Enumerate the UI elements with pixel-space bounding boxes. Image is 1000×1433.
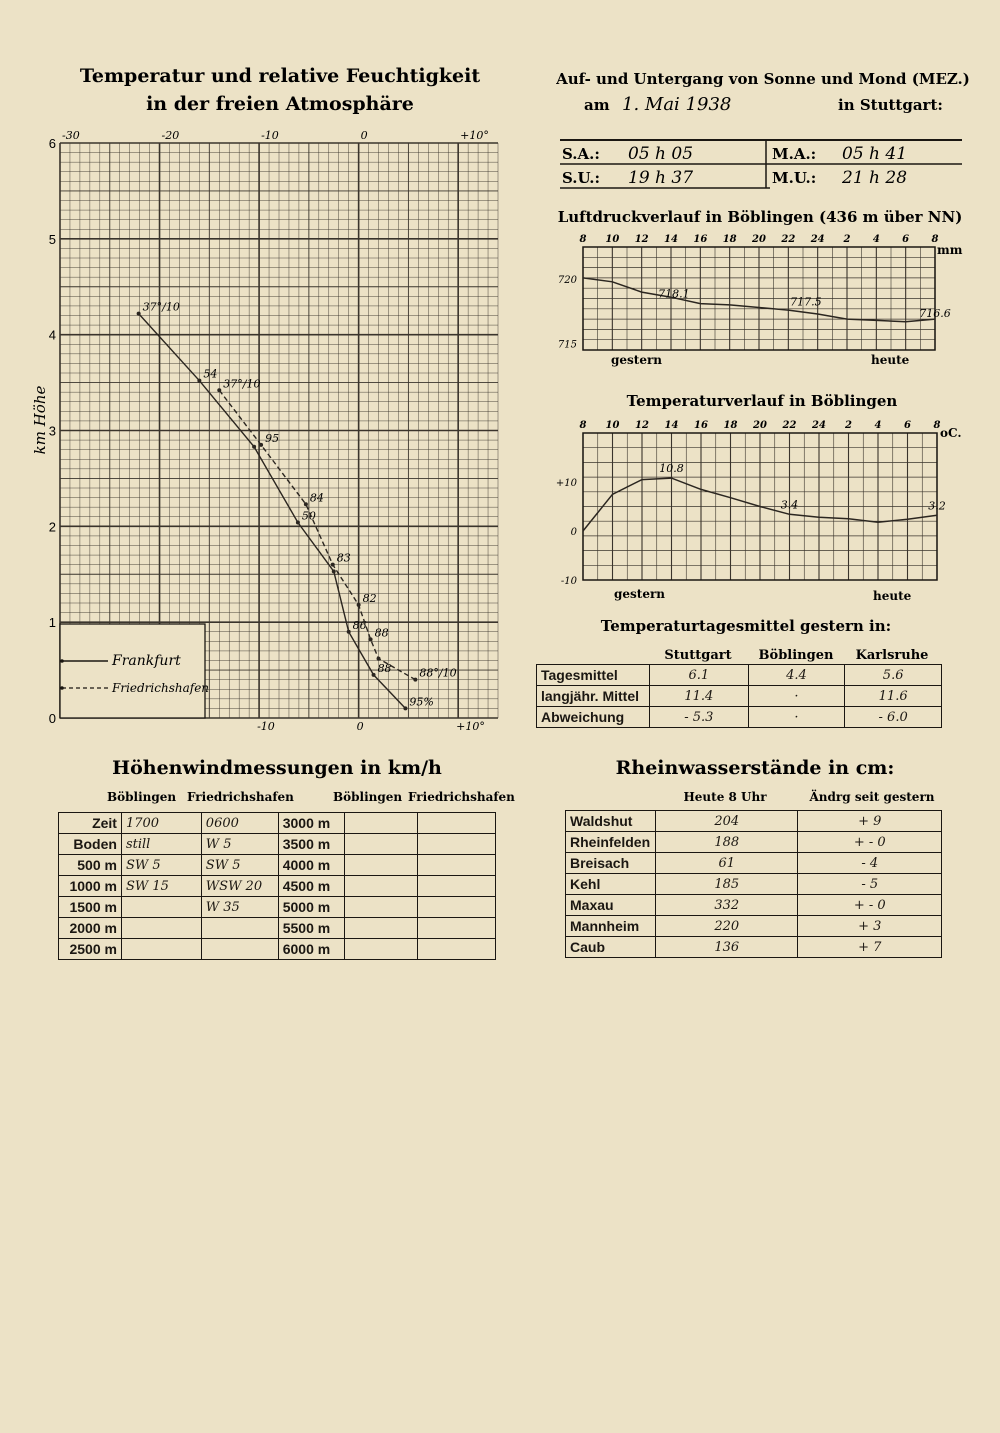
- sunmoon-date: 1. Mai 1938: [622, 94, 732, 115]
- pressure-hour-tick: 20: [752, 234, 766, 245]
- friedrichshafen-curve-point: [259, 443, 263, 447]
- table-row: [537, 665, 942, 686]
- friedrichshafen-curve-label: 37°/10: [223, 377, 261, 391]
- table-row: [537, 686, 942, 707]
- tempcurve-value-label: 3.4: [780, 498, 799, 512]
- friedrichshafen-curve-point: [413, 678, 417, 682]
- temp-tick-top: +10°: [460, 129, 489, 142]
- rhein-station: Mannheim: [566, 916, 656, 937]
- wind-friedrichshafen-cell: WSW 20: [201, 876, 278, 897]
- wind-height: Zeit: [59, 813, 122, 834]
- friedrichshafen-curve-point: [377, 657, 381, 661]
- frankfurt-curve-point: [403, 706, 407, 710]
- temp-tick-top: -30: [62, 129, 80, 142]
- wind-height: 1500 m: [59, 897, 122, 918]
- table-row: [566, 874, 942, 895]
- rhein-level: 136: [655, 937, 797, 958]
- wind-height-right: 3000 m: [278, 813, 344, 834]
- pressure-hour-tick: 2: [843, 234, 851, 245]
- friedrichshafen-curve-label: 84: [309, 491, 324, 505]
- rhein-table: [565, 810, 942, 958]
- mu-label: M.U.:: [772, 169, 817, 187]
- wind-height-right: 5500 m: [278, 918, 344, 939]
- tempcurve-value-label: 10.8: [659, 462, 684, 476]
- rhein-change: + 3: [798, 916, 942, 937]
- tempcurve-hour-tick: 12: [635, 420, 649, 431]
- tm-cell: 5.6: [845, 665, 942, 686]
- rhein-station: Maxau: [566, 895, 656, 916]
- temp-tick-top: -20: [161, 129, 180, 142]
- wind-empty-cell: [344, 813, 418, 834]
- pressure-heute: heute: [871, 353, 910, 367]
- friedrichshafen-curve-point: [369, 637, 373, 641]
- table-row: [59, 855, 496, 876]
- table-row: [566, 895, 942, 916]
- wind-friedrichshafen-cell: [201, 939, 278, 960]
- friedrichshafen-curve-point: [357, 603, 361, 607]
- frankfurt-curve-label: 86: [352, 618, 367, 632]
- tempcurve-hour-tick: 16: [694, 420, 708, 431]
- tagesmittel-table: [536, 664, 942, 728]
- wind-height: 2000 m: [59, 918, 122, 939]
- temp-tick-top: 0: [360, 129, 368, 142]
- wind-col-boeblingen-2: Böblingen: [333, 790, 403, 804]
- temp-tick-bottom: -10: [257, 720, 275, 733]
- wind-empty-cell: [344, 939, 418, 960]
- tm-cell: - 5.3: [649, 707, 748, 728]
- wind-friedrichshafen-cell: [201, 918, 278, 939]
- tempcurve-hour-tick: 18: [723, 420, 738, 431]
- pressure-title: Luftdruckverlauf in Böblingen (436 m über NN): [557, 208, 963, 226]
- wind-boeblingen-cell: 1700: [121, 813, 201, 834]
- wind-height-right: 4000 m: [278, 855, 344, 876]
- wind-empty-cell: [418, 939, 496, 960]
- frankfurt-curve-point: [252, 445, 256, 449]
- ma-value: 05 h 41: [842, 144, 908, 164]
- table-row: [537, 707, 942, 728]
- pressure-value-label: 718.1: [658, 287, 690, 301]
- pressure-y-tick: 720: [557, 275, 577, 287]
- tempcurve-hour-tick: 8: [933, 420, 941, 431]
- frankfurt-curve-label: 54: [203, 367, 218, 381]
- sunmoon-place: in Stuttgart:: [838, 96, 943, 114]
- pressure-value-label: 716.6: [919, 306, 951, 320]
- sounding-section: [31, 65, 498, 733]
- rhein-level: 220: [655, 916, 797, 937]
- tagesmittel-title: Temperaturtagesmittel gestern in:: [600, 617, 892, 635]
- rhein-station: Caub: [566, 937, 656, 958]
- wind-height: 1000 m: [59, 876, 122, 897]
- rhein-level: 332: [655, 895, 797, 916]
- tempcurve-hour-tick: 22: [782, 420, 797, 431]
- height-tick: 3: [48, 423, 56, 439]
- pressure-gestern: gestern: [611, 353, 663, 367]
- tempcurve-hour-tick: 8: [579, 420, 587, 431]
- tempcurve-chart: [556, 420, 946, 587]
- height-tick: 5: [48, 231, 56, 247]
- wind-friedrichshafen-cell: W 35: [201, 897, 278, 918]
- rhein-change: + 9: [798, 811, 942, 832]
- table-row: [59, 939, 496, 960]
- frankfurt-curve-point: [197, 379, 201, 383]
- frankfurt-curve-label: 37°/10: [142, 300, 180, 314]
- tempcurve-y-tick: +10: [555, 478, 577, 489]
- rhein-station: Rheinfelden: [566, 832, 656, 853]
- friedrichshafen-curve-label: 88°/10: [419, 666, 457, 680]
- pressure-hour-tick: 10: [605, 234, 620, 245]
- legend-box: [60, 624, 205, 718]
- friedrichshafen-curve-label: 82: [362, 591, 377, 605]
- table-row: [59, 813, 496, 834]
- tm-row-label: Tagesmittel: [537, 665, 650, 686]
- tm-row-label: Abweichung: [537, 707, 650, 728]
- rhein-station: Breisach: [566, 853, 656, 874]
- pressure-hour-tick: 24: [810, 234, 825, 245]
- pressure-hour-tick: 4: [872, 234, 880, 245]
- wind-empty-cell: [418, 897, 496, 918]
- rhein-change: + 7: [798, 937, 942, 958]
- tempcurve-hour-tick: 2: [845, 420, 852, 431]
- wind-boeblingen-cell: still: [121, 834, 201, 855]
- rhein-station: Waldshut: [566, 811, 656, 832]
- wind-boeblingen-cell: [121, 939, 201, 960]
- wind-boeblingen-cell: SW 15: [121, 876, 201, 897]
- tempcurve-gestern: gestern: [614, 587, 666, 601]
- table-row: [566, 832, 942, 853]
- rhein-change: - 5: [798, 874, 942, 895]
- height-tick: 4: [48, 327, 56, 343]
- wind-height: Boden: [59, 834, 122, 855]
- pressure-value-label: 717.5: [790, 295, 822, 309]
- temp-tick-top: -10: [261, 129, 279, 142]
- rhein-level: 61: [655, 853, 797, 874]
- height-axis-label: km Höhe: [31, 385, 49, 455]
- wind-empty-cell: [344, 834, 418, 855]
- table-row: [59, 897, 496, 918]
- table-row: [566, 853, 942, 874]
- height-tick: 0: [48, 711, 56, 726]
- wind-empty-cell: [418, 834, 496, 855]
- rhein-level: 185: [655, 874, 797, 895]
- tm-cell: 4.4: [748, 665, 845, 686]
- friedrichshafen-curve-label: 95: [265, 431, 280, 445]
- wind-empty-cell: [344, 918, 418, 939]
- mu-value: 21 h 28: [842, 168, 908, 188]
- wind-empty-cell: [418, 918, 496, 939]
- tm-cell: ·: [748, 707, 845, 728]
- pressure-section: [558, 208, 963, 367]
- table-row: [59, 918, 496, 939]
- friedrichshafen-curve-label: 88: [374, 626, 389, 640]
- wind-height: 2500 m: [59, 939, 122, 960]
- sounding-title-line1: Temperatur und relative Feuchtigkeit: [79, 65, 481, 87]
- sunmoon-am-label: am: [584, 96, 610, 114]
- frankfurt-curve-point: [347, 630, 351, 634]
- friedrichshafen-curve-point: [217, 388, 221, 392]
- temp-tick-bottom: 0: [356, 720, 364, 733]
- frankfurt-curve-point: [296, 521, 300, 525]
- tm-cell: 11.4: [649, 686, 748, 707]
- height-tick: 6: [48, 136, 56, 151]
- wind-height: 500 m: [59, 855, 122, 876]
- pressure-chart: [558, 234, 951, 351]
- table-row: [566, 811, 942, 832]
- wind-empty-cell: [344, 855, 418, 876]
- height-tick: 1: [48, 615, 56, 631]
- wind-height-right: 3500 m: [278, 834, 344, 855]
- frankfurt-curve-label: 95%: [409, 695, 434, 709]
- frankfurt-curve-label: 50: [301, 509, 316, 523]
- tm-col-karlsruhe: Karlsruhe: [855, 648, 929, 663]
- tm-cell: - 6.0: [845, 707, 942, 728]
- pressure-hour-tick: 14: [664, 234, 678, 245]
- wind-title: Höhenwindmessungen in km/h: [112, 757, 442, 779]
- wind-table: [58, 812, 496, 960]
- pressure-hour-tick: 16: [693, 234, 708, 245]
- rhein-title: Rheinwasserstände in cm:: [615, 757, 895, 779]
- frankfurt-curve-point: [332, 569, 336, 573]
- temp-tick-bottom: +10°: [456, 720, 485, 733]
- tempcurve-value-label: 3.2: [928, 499, 946, 513]
- tempcurve-hour-tick: 10: [605, 420, 620, 431]
- friedrichshafen-curve-label: 83: [336, 551, 351, 565]
- wind-friedrichshafen-cell: SW 5: [201, 855, 278, 876]
- pressure-hour-tick: 18: [722, 234, 737, 245]
- wind-height-right: 4500 m: [278, 876, 344, 897]
- pressure-y-tick: 715: [557, 339, 577, 351]
- height-tick: 2: [48, 519, 56, 535]
- rhein-col-change: Ändrg seit gestern: [809, 790, 935, 804]
- tempcurve-hour-tick: 4: [874, 420, 882, 431]
- tm-cell: ·: [748, 686, 845, 707]
- wind-empty-cell: [418, 813, 496, 834]
- sunmoon-title: Auf- und Untergang von Sonne und Mond (MEZ.): [556, 70, 970, 88]
- sa-label: S.A.:: [562, 145, 600, 163]
- rhein-level: 188: [655, 832, 797, 853]
- wind-empty-cell: [344, 876, 418, 897]
- tempcurve-hour-tick: 14: [664, 420, 679, 431]
- tempcurve-title: Temperaturverlauf in Böblingen: [626, 392, 898, 410]
- tempcurve-unit: oC.: [940, 426, 962, 440]
- wind-boeblingen-cell: SW 5: [121, 855, 201, 876]
- wind-empty-cell: [418, 855, 496, 876]
- table-row: [59, 876, 496, 897]
- frankfurt-curve-point: [137, 312, 141, 316]
- su-label: S.U.:: [562, 169, 600, 187]
- friedrichshafen-curve-point: [304, 502, 308, 506]
- ma-label: M.A.:: [772, 145, 817, 163]
- frankfurt-curve-label: 88: [377, 661, 392, 675]
- tempcurve-section: [556, 392, 962, 603]
- rhein-change: + - 0: [798, 832, 942, 853]
- tm-col-boeblingen: Böblingen: [758, 648, 834, 663]
- pressure-hour-tick: 6: [902, 234, 910, 245]
- legend-friedrichshafen-dot: [60, 686, 64, 690]
- legend-frankfurt-dot: [60, 659, 64, 663]
- pressure-hour-tick: 8: [579, 234, 587, 245]
- wind-col-friedrichshafen-2: Friedrichshafen: [408, 790, 515, 804]
- pressure-hour-tick: 22: [781, 234, 796, 245]
- friedrichshafen-curve-point: [331, 563, 335, 567]
- tm-row-label: langjähr. Mittel: [537, 686, 650, 707]
- wind-empty-cell: [418, 876, 496, 897]
- tm-cell: 6.1: [649, 665, 748, 686]
- rhein-change: + - 0: [798, 895, 942, 916]
- wind-boeblingen-cell: [121, 918, 201, 939]
- table-row: [566, 937, 942, 958]
- rhein-col-level: Heute 8 Uhr: [683, 790, 767, 804]
- tm-cell: 11.6: [845, 686, 942, 707]
- tempcurve-hour-tick: 6: [904, 420, 911, 431]
- wind-friedrichshafen-cell: 0600: [201, 813, 278, 834]
- tempcurve-hour-tick: 24: [812, 420, 826, 431]
- legend-frankfurt: Frankfurt: [112, 653, 181, 669]
- table-row: [59, 834, 496, 855]
- tempcurve-y-tick: 0: [570, 527, 577, 538]
- rhein-station: Kehl: [566, 874, 656, 895]
- rhein-change: - 4: [798, 853, 942, 874]
- wind-boeblingen-cell: [121, 897, 201, 918]
- sounding-title-line2: in der freien Atmosphäre: [146, 93, 414, 115]
- tempcurve-hour-tick: 20: [753, 420, 767, 431]
- wind-empty-cell: [344, 897, 418, 918]
- wind-height-right: 6000 m: [278, 939, 344, 960]
- sa-value: 05 h 05: [628, 144, 694, 164]
- pressure-hour-tick: 8: [931, 234, 939, 245]
- tempcurve-y-tick: -10: [560, 576, 577, 587]
- wind-col-boeblingen: Böblingen: [107, 790, 177, 804]
- tempcurve-heute: heute: [873, 589, 912, 603]
- wind-col-friedrichshafen: Friedrichshafen: [187, 790, 294, 804]
- tm-col-stuttgart: Stuttgart: [664, 648, 732, 663]
- wind-friedrichshafen-cell: W 5: [201, 834, 278, 855]
- pressure-hour-tick: 12: [634, 234, 649, 245]
- rhein-level: 204: [655, 811, 797, 832]
- frankfurt-curve-point: [372, 673, 376, 677]
- table-row: [566, 916, 942, 937]
- pressure-unit: mm: [937, 243, 963, 257]
- sunmoon-section: [555, 70, 970, 188]
- wind-height-right: 5000 m: [278, 897, 344, 918]
- su-value: 19 h 37: [628, 168, 694, 188]
- legend-friedrichshafen: Friedrichshafen: [112, 681, 210, 695]
